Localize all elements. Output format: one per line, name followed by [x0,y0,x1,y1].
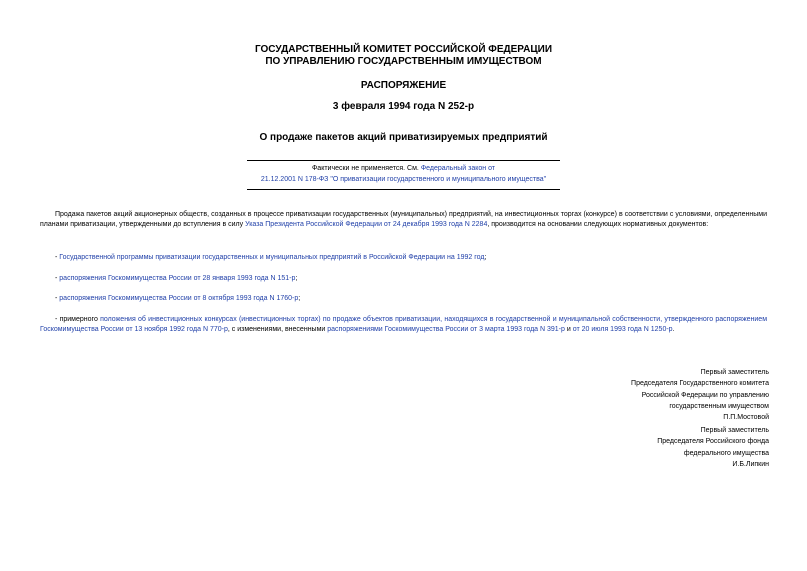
list-item-suffix: ; [295,275,298,282]
list-item-middle: , с изменениями, внесенными [227,326,328,334]
document-type: РАСПОРЯЖЕНИЕ [360,80,447,91]
list-item-prefix: - [55,254,60,261]
privatization-program-link[interactable]: Государственной программы приватизации государственных и муниципальных предприятий в Российской Федерации на 1992 год [59,254,485,261]
signature-line: федерального имущества [683,449,769,457]
order-151-link[interactable]: распоряжения Госкомимущества России от 28 января 1993 года N 151-р [59,275,296,282]
signature-line: Председателя Российского фонда [657,438,769,446]
note-divider-bottom [247,189,560,190]
applicability-note [247,163,560,185]
order-1760-link[interactable]: распоряжения Госкомимущества России от 8 октября 1993 года N 1760-р [59,295,299,302]
intro-text-end: , производится на основании следующих нормативных документов: [487,221,709,229]
list-item-prefix: - примерного [55,316,101,323]
signature-line: Первый заместитель [700,427,769,434]
authority-line-1: ГОСУДАРСТВЕННЫЙ КОМИТЕТ РОССИЙСКОЙ ФЕДЕРАЦИИ [254,44,553,55]
order-1250-link[interactable]: от 20 июля 1993 года N 1250-р [572,326,673,334]
list-item-suffix: ; [298,295,301,302]
list-item [40,274,767,284]
document-title: О продаже пакетов акций приватизируемых предприятий [259,132,548,143]
federal-law-link-continued[interactable]: 21.12.2001 N 178-ФЗ "О приватизации государственного и муниципального имущества" [260,176,547,183]
intro-text: Продажа пакетов акций акционерных обществ, созданных в процессе приватизации государственных (муниципальных) предприятий, на инвестиционных торгах (конкурсе) в соответствии с условиями, определенными планами приватизации, утвержденными до вступления в силу [40,211,767,229]
signature-line: государственным имуществом [669,402,769,410]
list-item-prefix: - [55,295,60,302]
order-391-link[interactable]: распоряжениями Госкомимущества России от 3 марта 1993 года N 391-р [327,326,565,334]
signatory-name: И.Б.Липкин [732,460,769,468]
issuing-authority [0,44,807,68]
list-item-and: и [564,326,573,334]
document-date-number: 3 февраля 1994 года N 252-р [332,101,475,112]
signature-block-lipkin [657,425,769,470]
list-item-suffix: ; [484,254,487,261]
presidential-decree-link[interactable]: Указа Президента Российской Федерации от 24 декабря 1993 года N 2284 [245,221,488,229]
signature-line: Председателя Государственного комитета [631,380,769,388]
list-item [40,253,767,263]
list-item [40,294,767,304]
signature-block-mostovoy [631,367,769,423]
signature-line: Российской Федерации по управлению [641,391,769,399]
list-item-suffix: . [672,326,675,334]
signatory-name: П.П.Мостовой [723,414,769,422]
list-item [40,315,767,336]
authority-line-2: ПО УПРАВЛЕНИЮ ГОСУДАРСТВЕННЫМ ИМУЩЕСТВОМ [265,56,542,67]
note-divider-top [247,160,560,161]
intro-paragraph [40,210,767,231]
investment-contests-regulation-link[interactable]: положения об инвестиционных конкурсах (инвестиционных торгах) по продаже объектов приватизации, находящихся в государственной и муниципальной собственности, утвержденного распоряжением Госкомимущества России от 13 ноября 1992 года N 770-р [40,316,768,334]
note-prefix: Фактически не применяется. См. [311,165,421,172]
list-item-prefix: - [55,275,60,282]
signature-line: Первый заместитель [700,369,769,376]
federal-law-link[interactable]: Федеральный закон от [420,165,496,172]
